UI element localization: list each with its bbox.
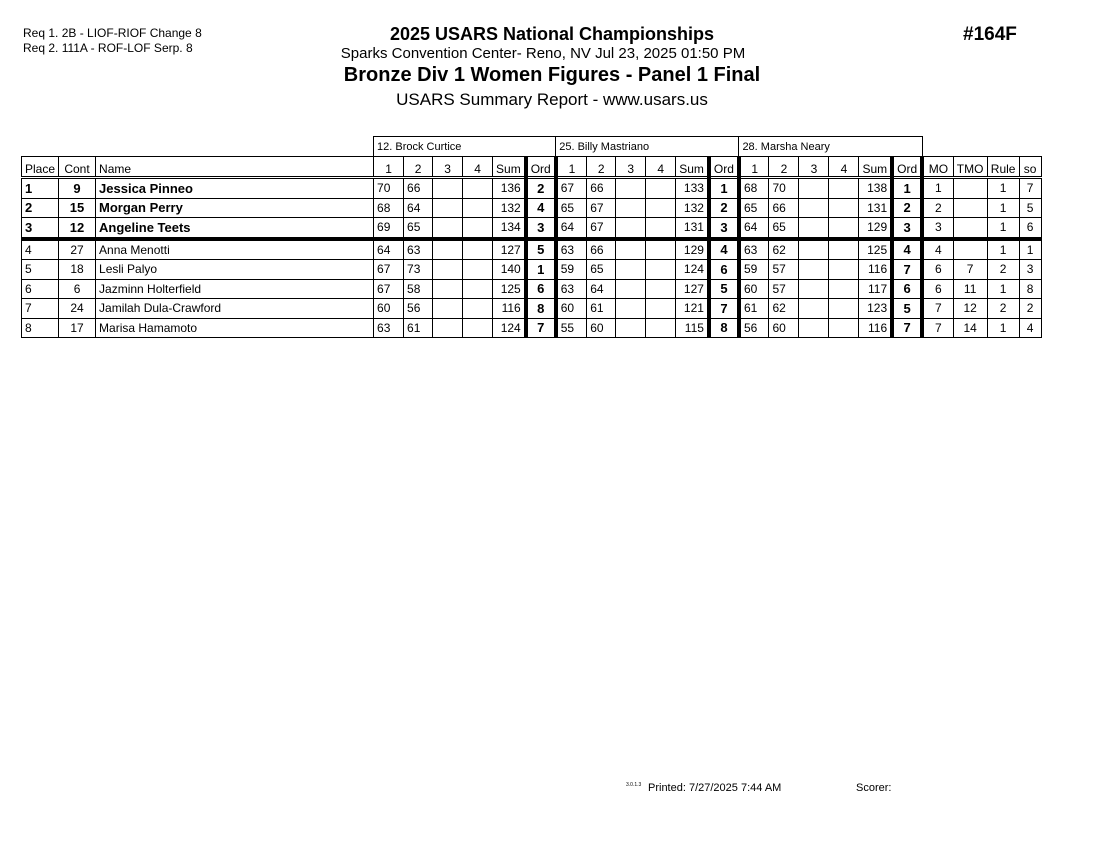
- name-cell: Jessica Pinneo: [96, 178, 374, 199]
- name-cell: Angeline Teets: [96, 218, 374, 239]
- judge-3-score-1: 59: [739, 260, 769, 280]
- judge-1-score-4: [463, 279, 493, 299]
- judge-1-score-2: 65: [404, 218, 433, 239]
- mo-cell: 4: [922, 239, 953, 260]
- judge-2-ord: 2: [709, 198, 739, 218]
- judge-3-score-4: [829, 239, 859, 260]
- judge-1-score-3: [433, 198, 463, 218]
- judge-1-ord: 5: [526, 239, 556, 260]
- col-j3-s4: 4: [829, 157, 859, 178]
- judge-3-score-3: [799, 299, 829, 319]
- col-j1-s4: 4: [463, 157, 493, 178]
- mo-cell: 6: [922, 260, 953, 280]
- judge-3-score-1: 68: [739, 178, 769, 199]
- judge-1-score-1: 68: [374, 198, 404, 218]
- table-row: [22, 260, 1042, 280]
- judge-3-ord: 4: [892, 239, 922, 260]
- judge-2-label: 25. Billy Mastriano: [556, 137, 739, 157]
- so-cell: 4: [1019, 318, 1041, 338]
- judge-3-sum: 117: [859, 279, 892, 299]
- judge-1-score-1: 64: [374, 239, 404, 260]
- judge-3-score-1: 65: [739, 198, 769, 218]
- judge-3-score-4: [829, 299, 859, 319]
- col-j2-sum: Sum: [676, 157, 709, 178]
- judge-3-score-3: [799, 218, 829, 239]
- mo-cell: 2: [922, 198, 953, 218]
- judge-2-score-1: 55: [556, 318, 587, 338]
- judge-1-score-1: 69: [374, 218, 404, 239]
- printed-timestamp: Printed: 7/27/2025 7:44 AM: [648, 782, 782, 794]
- judge-2-ord: 4: [709, 239, 739, 260]
- judge-3-score-4: [829, 178, 859, 199]
- results-table: [21, 136, 1042, 338]
- judge-3-ord: 7: [892, 318, 922, 338]
- name-cell: Morgan Perry: [96, 198, 374, 218]
- judge-1-score-3: [433, 260, 463, 280]
- event-number: #164F: [963, 24, 1017, 45]
- judge-3-ord: 6: [892, 279, 922, 299]
- judge-2-sum: 124: [676, 260, 709, 280]
- judge-1-ord: 2: [526, 178, 556, 199]
- rule-cell: 2: [987, 260, 1019, 280]
- table-row: [22, 239, 1042, 260]
- place-cell: 6: [22, 279, 59, 299]
- col-j2-s3: 3: [616, 157, 646, 178]
- judge-1-score-2: 64: [404, 198, 433, 218]
- table-row: [22, 279, 1042, 299]
- venue-date-line: Sparks Convention Center- Reno, NV Jul 23, 2025 01:50 PM: [340, 45, 746, 62]
- place-cell: 8: [22, 318, 59, 338]
- table-row: [22, 299, 1042, 319]
- judge-1-ord: 3: [526, 218, 556, 239]
- judge-2-score-2: 60: [587, 318, 616, 338]
- judge-2-score-3: [616, 279, 646, 299]
- judge-2-score-1: 64: [556, 218, 587, 239]
- judge-2-score-4: [646, 299, 676, 319]
- judge-3-score-2: 70: [769, 178, 799, 199]
- table-row: [22, 318, 1042, 338]
- judge-3-score-3: [799, 239, 829, 260]
- judge-1-score-4: [463, 178, 493, 199]
- place-cell: 5: [22, 260, 59, 280]
- judge-2-sum: 127: [676, 279, 709, 299]
- judge-2-score-2: 67: [587, 198, 616, 218]
- judge-1-ord: 4: [526, 198, 556, 218]
- judge-2-score-2: 65: [587, 260, 616, 280]
- tmo-cell: [953, 198, 987, 218]
- judge-3-score-1: 56: [739, 318, 769, 338]
- judge-3-score-2: 57: [769, 279, 799, 299]
- judge-3-sum: 116: [859, 318, 892, 338]
- cont-cell: 27: [59, 239, 96, 260]
- judge-2-score-1: 63: [556, 239, 587, 260]
- tmo-cell: 11: [953, 279, 987, 299]
- rule-cell: 1: [987, 198, 1019, 218]
- judge-3-ord: 3: [892, 218, 922, 239]
- judge-1-score-2: 58: [404, 279, 433, 299]
- table-row: [22, 198, 1042, 218]
- judge-2-ord: 8: [709, 318, 739, 338]
- judge-2-score-2: 66: [587, 239, 616, 260]
- judge-1-score-3: [433, 178, 463, 199]
- judge-3-score-2: 66: [769, 198, 799, 218]
- judge-1-score-4: [463, 239, 493, 260]
- so-cell: 1: [1019, 239, 1041, 260]
- judge-1-sum: 124: [493, 318, 526, 338]
- judge-2-score-4: [646, 239, 676, 260]
- tmo-cell: 7: [953, 260, 987, 280]
- table-row: [22, 218, 1042, 239]
- judge-2-score-4: [646, 318, 676, 338]
- judge-1-score-1: 67: [374, 279, 404, 299]
- judge-3-score-1: 63: [739, 239, 769, 260]
- judge-2-sum: 121: [676, 299, 709, 319]
- judge-3-score-3: [799, 318, 829, 338]
- judge-3-score-2: 60: [769, 318, 799, 338]
- place-cell: 7: [22, 299, 59, 319]
- judge-2-ord: 6: [709, 260, 739, 280]
- judge-2-score-2: 67: [587, 218, 616, 239]
- judge-3-score-3: [799, 279, 829, 299]
- judge-2-ord: 7: [709, 299, 739, 319]
- judge-3-score-3: [799, 198, 829, 218]
- judge-1-score-4: [463, 218, 493, 239]
- judge-3-score-1: 61: [739, 299, 769, 319]
- col-place: Place: [22, 157, 59, 178]
- requirement-2: Req 2. 111A - ROF-LOF Serp. 8: [23, 41, 193, 55]
- judge-1-score-3: [433, 318, 463, 338]
- judge-2-sum: 131: [676, 218, 709, 239]
- judge-2-sum: 133: [676, 178, 709, 199]
- judge-1-score-2: 61: [404, 318, 433, 338]
- col-j2-s1: 1: [556, 157, 587, 178]
- cont-cell: 12: [59, 218, 96, 239]
- cont-cell: 18: [59, 260, 96, 280]
- judge-3-sum: 116: [859, 260, 892, 280]
- judge-1-score-3: [433, 218, 463, 239]
- col-cont: Cont: [59, 157, 96, 178]
- judge-3-score-3: [799, 260, 829, 280]
- col-j1-sum: Sum: [493, 157, 526, 178]
- name-cell: Jazminn Holterfield: [96, 279, 374, 299]
- judge-3-sum: 129: [859, 218, 892, 239]
- judge-3-score-2: 62: [769, 239, 799, 260]
- cont-cell: 9: [59, 178, 96, 199]
- judge-1-score-4: [463, 318, 493, 338]
- name-cell: Jamilah Dula-Crawford: [96, 299, 374, 319]
- judge-3-ord: 1: [892, 178, 922, 199]
- judge-1-sum: 134: [493, 218, 526, 239]
- judge-1-score-1: 60: [374, 299, 404, 319]
- scorer-label: Scorer:: [856, 782, 892, 794]
- cont-cell: 6: [59, 279, 96, 299]
- judge-3-score-4: [829, 218, 859, 239]
- so-cell: 2: [1019, 299, 1041, 319]
- name-cell: Marisa Hamamoto: [96, 318, 374, 338]
- col-mo: MO: [922, 157, 953, 178]
- judge-1-ord: 6: [526, 279, 556, 299]
- judge-3-label: 28. Marsha Neary: [739, 137, 922, 157]
- judge-3-score-4: [829, 318, 859, 338]
- judge-1-ord: 8: [526, 299, 556, 319]
- name-cell: Anna Menotti: [96, 239, 374, 260]
- so-cell: 7: [1019, 178, 1041, 199]
- requirement-1: Req 1. 2B - LIOF-RIOF Change 8: [23, 26, 202, 40]
- judge-1-sum: 132: [493, 198, 526, 218]
- col-tmo: TMO: [953, 157, 987, 178]
- judge-1-sum: 127: [493, 239, 526, 260]
- judge-1-score-4: [463, 260, 493, 280]
- judge-2-score-4: [646, 198, 676, 218]
- tmo-cell: [953, 178, 987, 199]
- mo-cell: 7: [922, 299, 953, 319]
- judge-2-score-3: [616, 260, 646, 280]
- col-j1-ord: Ord: [526, 157, 556, 178]
- place-cell: 2: [22, 198, 59, 218]
- so-cell: 5: [1019, 198, 1041, 218]
- judge-1-sum: 116: [493, 299, 526, 319]
- col-so: so: [1019, 157, 1041, 178]
- judge-3-score-4: [829, 198, 859, 218]
- championship-title: 2025 USARS National Championships: [389, 24, 715, 44]
- judge-2-score-3: [616, 299, 646, 319]
- judge-2-score-2: 61: [587, 299, 616, 319]
- judge-3-score-2: 65: [769, 218, 799, 239]
- judge-1-score-3: [433, 299, 463, 319]
- col-rule: Rule: [987, 157, 1019, 178]
- col-j1-s2: 2: [404, 157, 433, 178]
- tmo-cell: 14: [953, 318, 987, 338]
- tmo-cell: [953, 218, 987, 239]
- table-row: [22, 178, 1042, 199]
- judge-1-score-1: 70: [374, 178, 404, 199]
- col-j1-s1: 1: [374, 157, 404, 178]
- col-name: Name: [96, 157, 374, 178]
- event-title: Bronze Div 1 Women Figures - Panel 1 Final: [343, 64, 761, 86]
- judge-2-score-3: [616, 318, 646, 338]
- judge-1-ord: 1: [526, 260, 556, 280]
- rule-cell: 1: [987, 239, 1019, 260]
- version-stamp: 3.0.1.3: [626, 782, 642, 788]
- judge-2-score-1: 65: [556, 198, 587, 218]
- so-cell: 6: [1019, 218, 1041, 239]
- column-header-row: [22, 157, 1042, 178]
- mo-cell: 3: [922, 218, 953, 239]
- rule-cell: 1: [987, 318, 1019, 338]
- cont-cell: 15: [59, 198, 96, 218]
- rule-cell: 1: [987, 279, 1019, 299]
- place-cell: 1: [22, 178, 59, 199]
- name-cell: Lesli Palyo: [96, 260, 374, 280]
- judge-2-score-3: [616, 178, 646, 199]
- mo-cell: 1: [922, 178, 953, 199]
- judge-1-sum: 136: [493, 178, 526, 199]
- judge-2-score-4: [646, 279, 676, 299]
- tmo-cell: 12: [953, 299, 987, 319]
- judge-1-score-3: [433, 239, 463, 260]
- cont-cell: 24: [59, 299, 96, 319]
- judge-2-score-1: 59: [556, 260, 587, 280]
- so-cell: 3: [1019, 260, 1041, 280]
- judge-1-ord: 7: [526, 318, 556, 338]
- col-j2-ord: Ord: [709, 157, 739, 178]
- judge-2-score-1: 60: [556, 299, 587, 319]
- rule-cell: 2: [987, 299, 1019, 319]
- rule-cell: 1: [987, 178, 1019, 199]
- judge-header-row: [22, 137, 1042, 157]
- judge-3-score-3: [799, 178, 829, 199]
- judge-3-score-4: [829, 279, 859, 299]
- judge-1-score-2: 63: [404, 239, 433, 260]
- cont-cell: 17: [59, 318, 96, 338]
- judge-3-score-1: 60: [739, 279, 769, 299]
- judge-3-sum: 125: [859, 239, 892, 260]
- judge-3-ord: 5: [892, 299, 922, 319]
- judge-2-ord: 1: [709, 178, 739, 199]
- place-cell: 3: [22, 218, 59, 239]
- judge-2-score-3: [616, 218, 646, 239]
- mo-cell: 6: [922, 279, 953, 299]
- judge-1-score-2: 73: [404, 260, 433, 280]
- rule-cell: 1: [987, 218, 1019, 239]
- judge-1-score-3: [433, 279, 463, 299]
- judge-1-score-4: [463, 198, 493, 218]
- report-line: USARS Summary Report - www.usars.us: [396, 90, 708, 109]
- col-j2-s2: 2: [587, 157, 616, 178]
- judge-3-ord: 7: [892, 260, 922, 280]
- judge-2-ord: 3: [709, 218, 739, 239]
- judge-3-score-4: [829, 260, 859, 280]
- judge-1-score-4: [463, 299, 493, 319]
- judge-1-score-2: 66: [404, 178, 433, 199]
- judge-2-score-4: [646, 218, 676, 239]
- judge-2-score-4: [646, 260, 676, 280]
- judge-1-score-1: 67: [374, 260, 404, 280]
- judge-2-score-2: 66: [587, 178, 616, 199]
- judge-3-score-2: 57: [769, 260, 799, 280]
- judge-2-sum: 115: [676, 318, 709, 338]
- judge-1-sum: 140: [493, 260, 526, 280]
- col-j3-sum: Sum: [859, 157, 892, 178]
- judge-2-score-2: 64: [587, 279, 616, 299]
- mo-cell: 7: [922, 318, 953, 338]
- judge-2-ord: 5: [709, 279, 739, 299]
- judge-1-score-1: 63: [374, 318, 404, 338]
- judge-3-sum: 131: [859, 198, 892, 218]
- col-j3-s1: 1: [739, 157, 769, 178]
- judge-2-score-1: 67: [556, 178, 587, 199]
- judge-1-score-2: 56: [404, 299, 433, 319]
- judge-2-score-3: [616, 198, 646, 218]
- judge-3-score-1: 64: [739, 218, 769, 239]
- judge-3-ord: 2: [892, 198, 922, 218]
- judge-2-score-4: [646, 178, 676, 199]
- col-j3-s3: 3: [799, 157, 829, 178]
- judge-1-label: 12. Brock Curtice: [374, 137, 556, 157]
- judge-3-sum: 123: [859, 299, 892, 319]
- col-j3-s2: 2: [769, 157, 799, 178]
- judge-2-score-1: 63: [556, 279, 587, 299]
- place-cell: 4: [22, 239, 59, 260]
- so-cell: 8: [1019, 279, 1041, 299]
- judge-2-sum: 132: [676, 198, 709, 218]
- col-j1-s3: 3: [433, 157, 463, 178]
- judge-3-score-2: 62: [769, 299, 799, 319]
- judge-2-score-3: [616, 239, 646, 260]
- judge-3-sum: 138: [859, 178, 892, 199]
- col-j3-ord: Ord: [892, 157, 922, 178]
- judge-1-sum: 125: [493, 279, 526, 299]
- judge-2-sum: 129: [676, 239, 709, 260]
- col-j2-s4: 4: [646, 157, 676, 178]
- tmo-cell: [953, 239, 987, 260]
